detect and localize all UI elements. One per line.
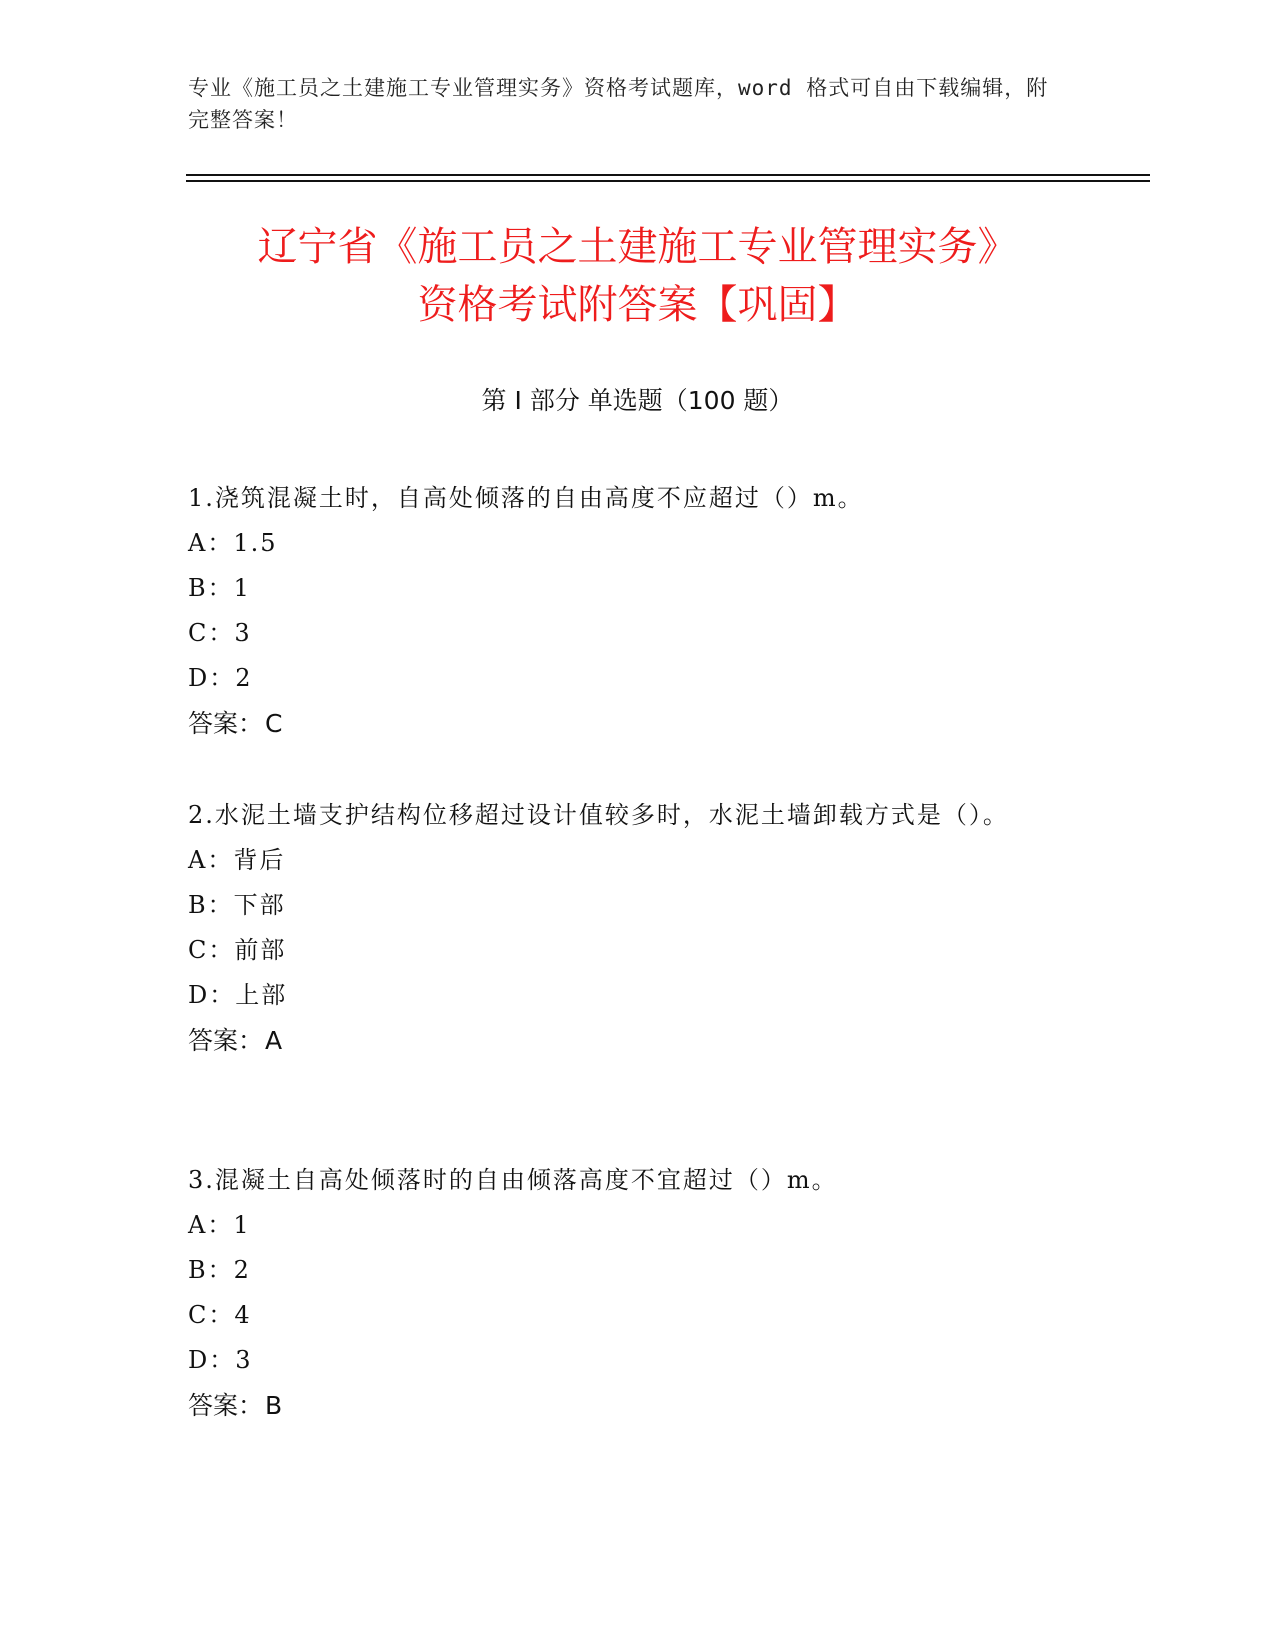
question-3 [188, 1158, 1068, 1428]
answer-label: 答案： [188, 709, 264, 738]
answer-line [188, 1383, 1068, 1428]
option-b: B：2 [188, 1256, 251, 1284]
answer-value: B [265, 1391, 283, 1420]
question-2 [188, 793, 1068, 1063]
document-title-line-1: 辽宁省《施工员之土建施工专业管理实务》 [257, 224, 1018, 270]
option-b: B：下部 [188, 891, 286, 919]
document-title-line-2: 资格考试附答案【巩固】 [417, 282, 858, 328]
option-d: D：3 [188, 1346, 253, 1374]
answer-label: 答案： [188, 1391, 264, 1420]
option-b: B：1 [188, 574, 251, 602]
question-stem: 3.混凝土自高处倾落时的自由倾落高度不宜超过（）m。 [188, 1166, 838, 1194]
section-heading: 第 I 部分 单选题（100 题） [481, 386, 794, 415]
question-stem: 2.水泥土墙支护结构位移超过设计值较多时，水泥土墙卸载方式是（）。 [188, 801, 1009, 829]
answer-line [188, 701, 1068, 746]
document-title [150, 218, 1125, 334]
option-a: A：1.5 [188, 529, 278, 557]
header-divider-top [186, 174, 1150, 176]
option-c: C：前部 [188, 936, 287, 964]
header-divider-bottom [186, 180, 1150, 182]
answer-value: A [265, 1026, 283, 1055]
option-c: C：3 [188, 619, 252, 647]
option-d: D：2 [188, 664, 253, 692]
answer-label: 答案： [188, 1026, 264, 1055]
answer-value: C [265, 709, 283, 738]
question-1 [188, 476, 1068, 746]
question-stem: 1.浇筑混凝土时，自高处倾落的自由高度不应超过（）m。 [188, 484, 864, 512]
option-c: C：4 [188, 1301, 252, 1329]
header-note: 专业《施工员之土建施工专业管理实务》资格考试题库，word 格式可自由下载编辑，附完整答案！ [188, 76, 1049, 132]
option-a: A：背后 [188, 846, 286, 874]
option-a: A：1 [188, 1211, 251, 1239]
answer-line [188, 1018, 1068, 1063]
option-d: D：上部 [188, 981, 288, 1009]
